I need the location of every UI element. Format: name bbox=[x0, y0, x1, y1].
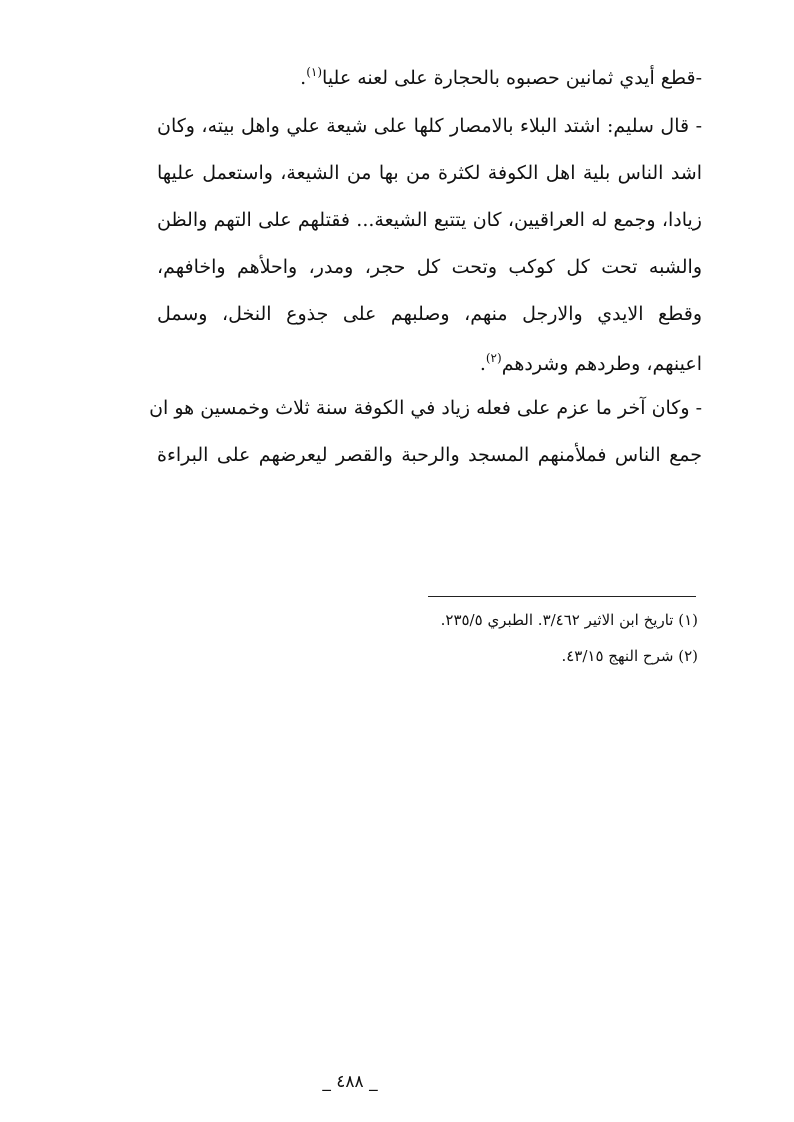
footnote-marker-1: (١) bbox=[306, 65, 323, 79]
footnote-1: (١) تاريخ ابن الاثير ٣/٤٦٢. الطبري ٢٣٥/٥. bbox=[440, 611, 698, 629]
line-end-period-1: . bbox=[300, 67, 307, 89]
text-line-1-content: -قطع أيدي ثمانين حصبوه بالحجارة على لعنه عليا bbox=[322, 67, 702, 89]
text-line-5: والشبه تحت كل كوكب وتحت كل حجر، ومدر، واحلأهم واخافهم، bbox=[157, 256, 702, 278]
text-line-2: - قال سليم: اشتد البلاء بالامصار كلها على شيعة علي واهل بيته، وكان bbox=[157, 115, 702, 137]
text-line-3: اشد الناس بلية اهل الكوفة لكثرة من بها من الشيعة، واستعمل عليها bbox=[157, 162, 702, 184]
text-line-7-content: اعينهم، وطردهم وشردهم bbox=[501, 353, 702, 375]
page-number: _ ٤٨٨ _ bbox=[322, 1072, 378, 1092]
footnote-separator bbox=[428, 596, 696, 597]
text-line-9: جمع الناس فملأمنهم المسجد والرحبة والقصر ليعرضهم على البراءة bbox=[157, 444, 702, 466]
footnote-2: (٢) شرح النهج ٤٣/١٥. bbox=[561, 647, 698, 665]
text-line-6: وقطع الايدي والارجل منهم، وصلبهم على جذوع النخل، وسمل bbox=[157, 303, 702, 325]
text-line-7 bbox=[157, 342, 702, 380]
footnote-marker-2: (٢) bbox=[485, 351, 502, 365]
text-line-1 bbox=[157, 56, 702, 94]
text-line-8: - وكان آخر ما عزم على فعله زياد في الكوفة سنة ثلاث وخمسين هو ان bbox=[149, 397, 702, 419]
line-end-period-2: . bbox=[479, 353, 486, 375]
text-line-4: زيادا، وجمع له العراقيين، كان يتتبع الشيعة... فقتلهم على التهم والظن bbox=[157, 209, 702, 231]
